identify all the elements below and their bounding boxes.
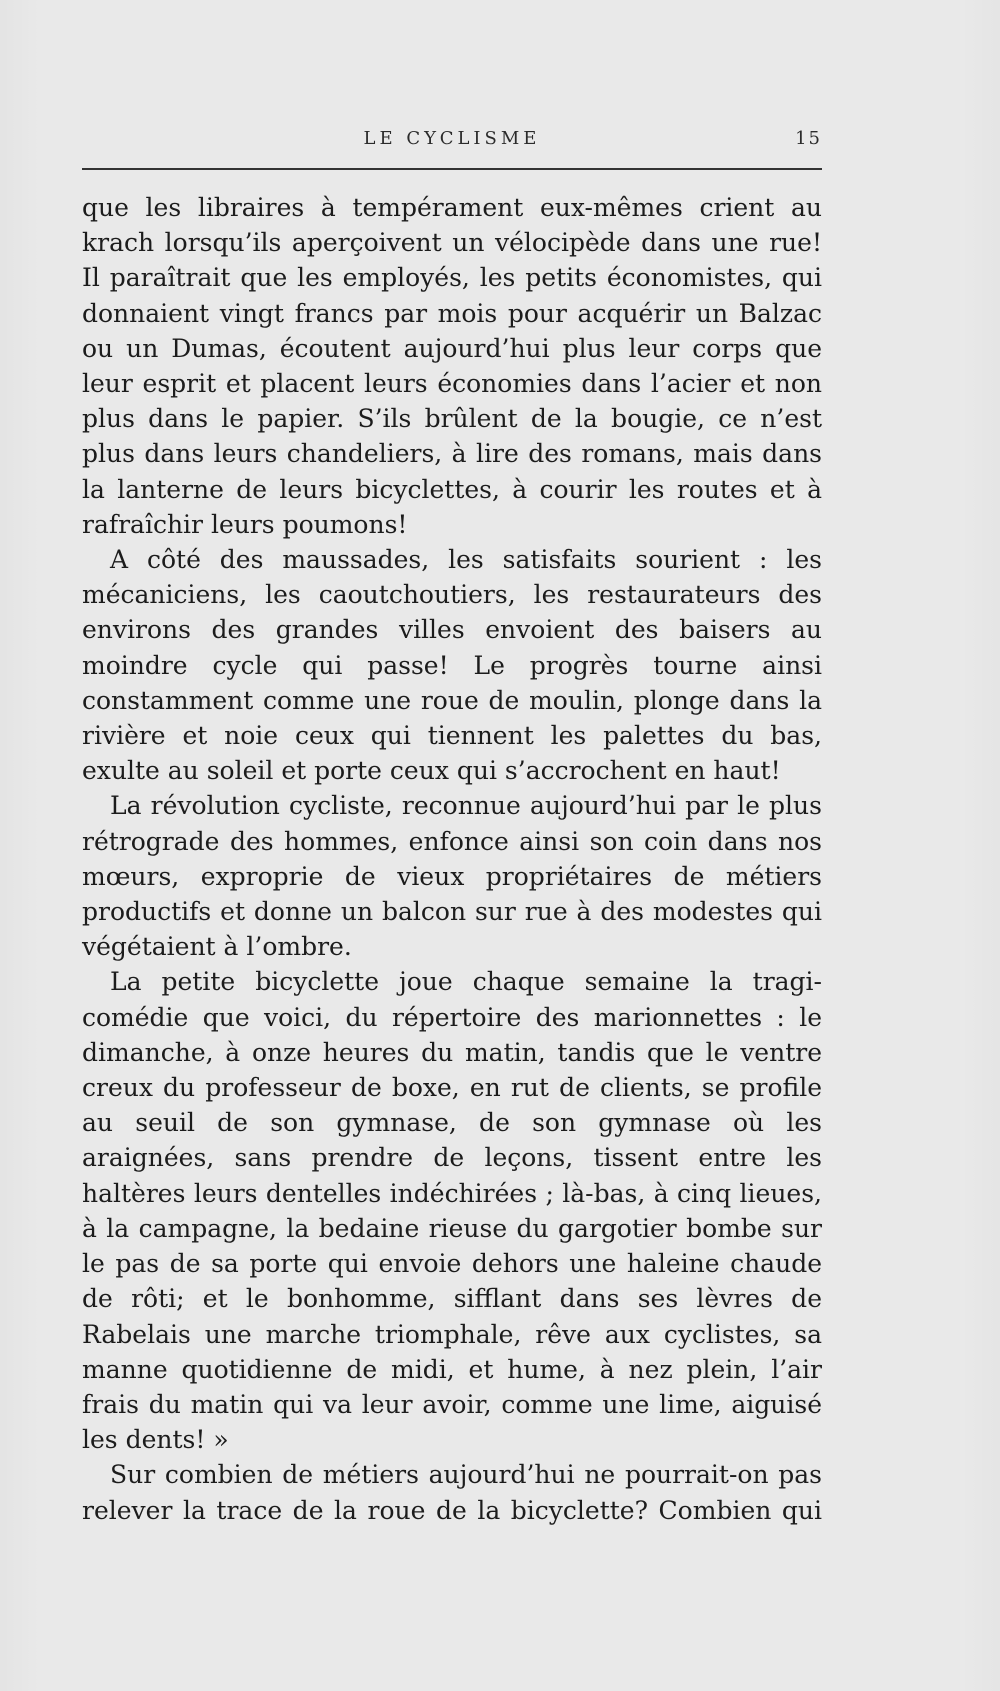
paragraph-3: La révolution cycliste, reconnue aujourd’hui par le plus rétrograde des hommes, enfonce ainsi son coin dans nos mœurs, exproprie de vieux propriétaires de métiers productifs et donne un balcon sur rue à des modestes qui végétaient à l’ombre. <box>82 791 822 962</box>
page-number: 15 <box>795 128 822 149</box>
paragraph-5: Sur combien de métiers aujourd’hui ne pourrait-on pas relever la trace de la roue de la bicyclette? Combien qui <box>82 1460 822 1525</box>
running-title: LE CYCLISME <box>363 128 541 149</box>
running-head <box>82 128 822 158</box>
paragraph-1: que les libraires à tempérament eux-mêmes crient au krach lorsqu’ils aperçoivent un vélocipède dans une rue! Il paraîtrait que les employés, les petits économistes, qui donnaient vingt francs par mois pour acquérir un Balzac ou un Dumas, écoutent aujourd’hui plus leur corps que leur esprit et placent leurs économies dans l’acier et non plus dans le papier. S’ils brûlent de la bougie, ce n’est plus dans leurs chandeliers, à lire des romans, mais dans la lanterne de leurs bicyclettes, à courir les routes et à rafraîchir leurs poumons! <box>82 193 822 539</box>
paragraph-2: A côté des maussades, les satisfaits sourient : les mécaniciens, les caoutchoutiers, les restaurateurs des environs des grandes villes envoient des baisers au moindre cycle qui passe! Le progrès tourne ainsi constamment comme une roue de moulin, plonge dans la rivière et noie ceux qui tiennent les palettes du bas, exulte au soleil et porte ceux qui s’accrochent en haut! <box>82 545 822 786</box>
paragraph-4: La petite bicyclette joue chaque semaine la tragi-comédie que voici, du répertoire des marionnettes : le dimanche, à onze heures du matin, tandis que le ventre creux du professeur de boxe, en rut de clients, se profile au seuil de son gymnase, de son gymnase où les araignées, sans prendre de leçons, tissent entre les haltères leurs dentelles indéchirées ; là-bas, à cinq lieues, à la campagne, la bedaine rieuse du gargotier bombe sur le pas de sa porte qui envoie dehors une haleine chaude de rôti; et le bonhomme, sifflant dans ses lèvres de Rabelais une marche triomphale, rêve aux cyclistes, sa manne quotidienne de midi, et hume, à nez plein, l’air frais du matin qui va leur avoir, comme une lime, aiguisé les dents! » <box>82 967 822 1455</box>
body-text <box>82 190 822 1528</box>
header-rule <box>82 168 822 170</box>
